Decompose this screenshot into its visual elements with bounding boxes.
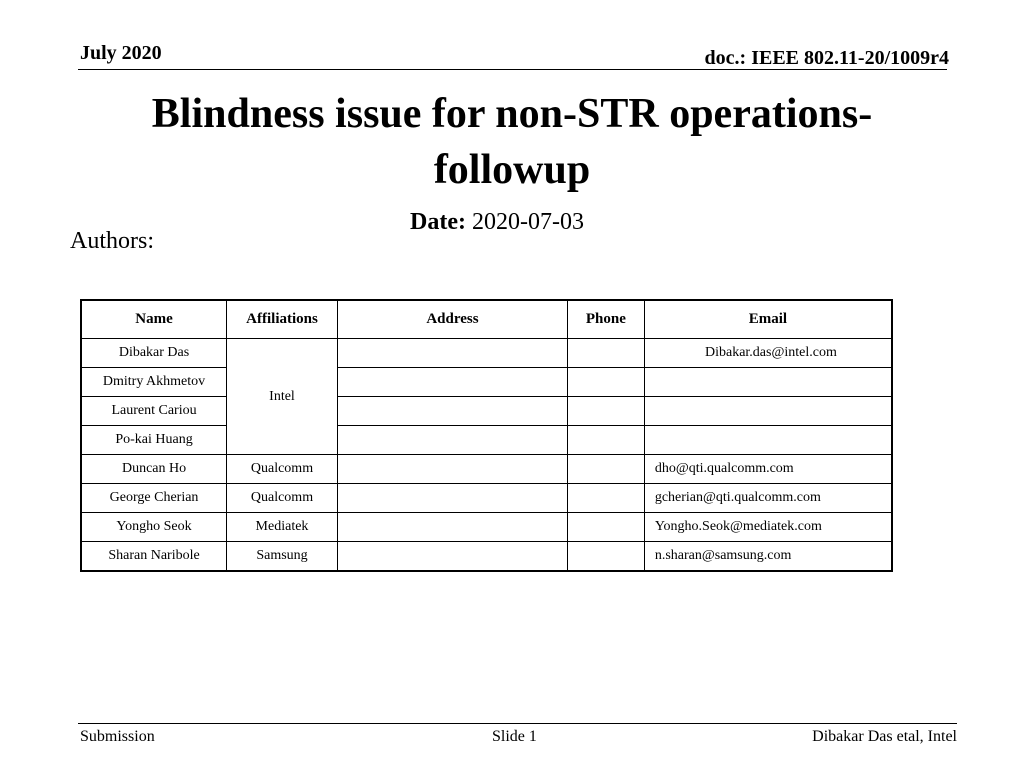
footer-submission: Submission [80, 728, 155, 745]
column-header-email: Email [644, 300, 892, 339]
header-doc-id: doc.: IEEE 802.11-20/1009r4 [704, 47, 949, 69]
author-name: George Cherian [81, 484, 227, 513]
author-phone [567, 542, 644, 572]
author-email: Yongho.Seok@mediatek.com [644, 513, 892, 542]
author-email [644, 368, 892, 397]
author-name: Dmitry Akhmetov [81, 368, 227, 397]
author-name: Yongho Seok [81, 513, 227, 542]
header-divider [78, 69, 947, 70]
table-row [81, 339, 892, 368]
column-header-affiliations: Affiliations [227, 300, 338, 339]
footer-divider [78, 723, 957, 724]
date-label: Date: [410, 209, 466, 235]
table-row [81, 397, 892, 426]
footer-author: Dibakar Das etal, Intel [812, 728, 957, 745]
footer-slide-number: Slide 1 [492, 728, 537, 745]
table-row [81, 513, 892, 542]
table-row [81, 455, 892, 484]
table-row [81, 426, 892, 455]
author-name: Dibakar Das [81, 339, 227, 368]
header-date: July 2020 [80, 42, 162, 64]
author-email: gcherian@qti.qualcomm.com [644, 484, 892, 513]
author-phone [567, 426, 644, 455]
author-email: n.sharan@samsung.com [644, 542, 892, 572]
slide-title-line-2: followup [433, 147, 591, 193]
author-email [644, 426, 892, 455]
author-affiliation: Mediatek [227, 513, 338, 542]
author-address [337, 542, 567, 572]
authors-table [80, 299, 893, 572]
author-address [337, 368, 567, 397]
author-phone [567, 339, 644, 368]
author-affiliation: Intel [227, 339, 338, 455]
author-phone [567, 455, 644, 484]
author-affiliation: Qualcomm [227, 455, 338, 484]
authors-label: Authors: [70, 228, 154, 254]
column-header-address: Address [337, 300, 567, 339]
author-address [337, 484, 567, 513]
author-name: Po-kai Huang [81, 426, 227, 455]
author-phone [567, 484, 644, 513]
table-row [81, 368, 892, 397]
author-address [337, 397, 567, 426]
author-email [644, 397, 892, 426]
author-affiliation: Samsung [227, 542, 338, 572]
author-address [337, 455, 567, 484]
author-phone [567, 397, 644, 426]
date-line [410, 209, 584, 236]
author-address [337, 339, 567, 368]
author-address [337, 426, 567, 455]
slide-title-line-1: Blindness issue for non-STR operations- [151, 91, 873, 137]
author-name: Duncan Ho [81, 455, 227, 484]
slide-title [60, 86, 964, 198]
author-name: Sharan Naribole [81, 542, 227, 572]
table-header-row [81, 300, 892, 339]
author-phone [567, 368, 644, 397]
table-row [81, 542, 892, 572]
table-row [81, 484, 892, 513]
author-email: Dibakar.das@intel.com [644, 339, 892, 368]
author-address [337, 513, 567, 542]
column-header-phone: Phone [567, 300, 644, 339]
column-header-name: Name [81, 300, 227, 339]
date-value: 2020-07-03 [471, 209, 584, 235]
author-phone [567, 513, 644, 542]
author-affiliation: Qualcomm [227, 484, 338, 513]
author-name: Laurent Cariou [81, 397, 227, 426]
author-email: dho@qti.qualcomm.com [644, 455, 892, 484]
